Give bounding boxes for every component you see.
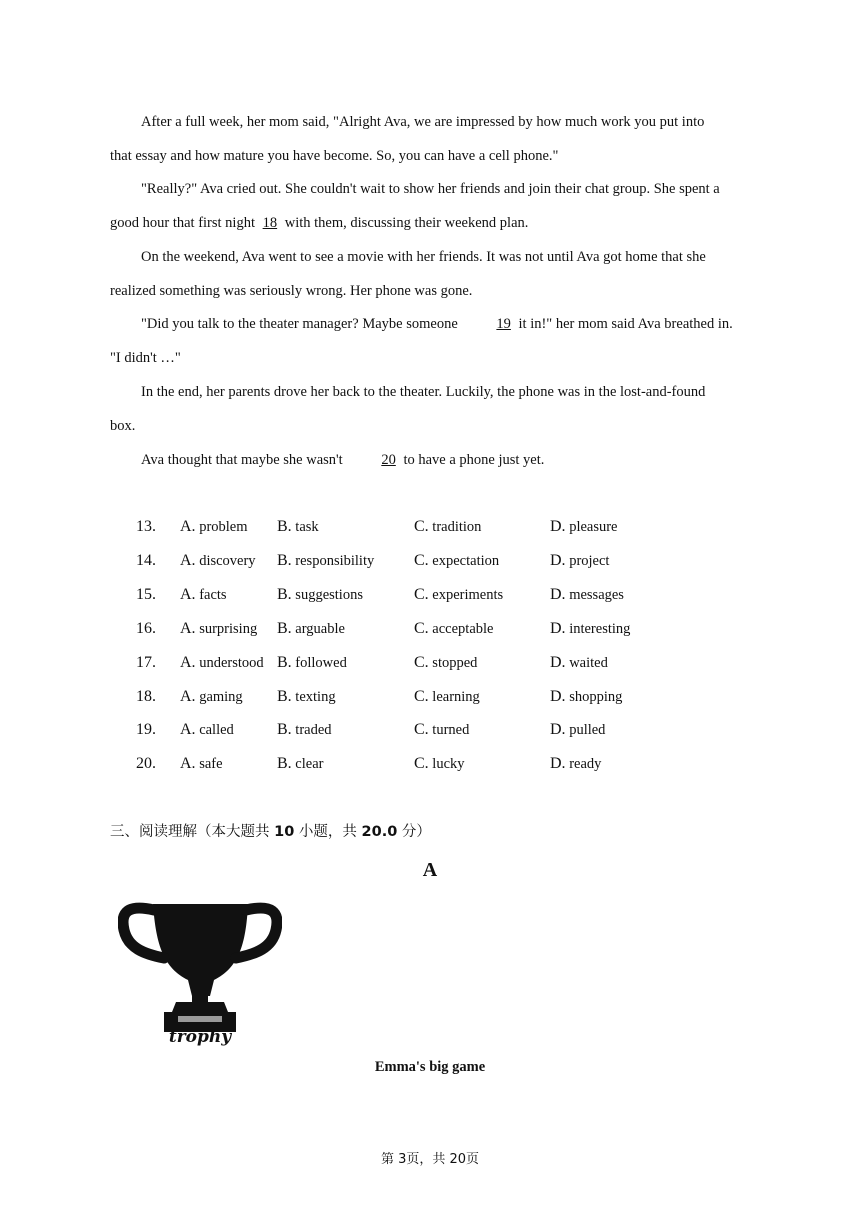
option-d: D. shopping <box>550 688 623 705</box>
paragraph-3-cont <box>110 274 750 308</box>
trophy-caption: trophy <box>168 1027 232 1046</box>
paragraph-2-text: good hour that first night <box>110 215 259 231</box>
paragraph-3-line-2: realized something was seriously wrong. Her phone was gone. <box>110 283 473 299</box>
paragraph-4-text: "Did you talk to the theater manager? Maybe someone <box>141 316 462 332</box>
option-a: A. called <box>180 721 234 738</box>
option-d: D. project <box>550 552 610 569</box>
paragraph-1 <box>110 105 750 139</box>
option-c: C. experiments <box>414 586 504 603</box>
paragraph-5-cont <box>110 409 750 443</box>
option-b: B. responsibility <box>277 552 375 569</box>
option-c: C. acceptable <box>414 620 494 637</box>
question-number: 14. <box>136 552 156 569</box>
option-b: B. task <box>277 518 319 535</box>
blank-20: 20 <box>381 452 396 468</box>
paragraph-3-line-1: On the weekend, Ava went to see a movie with her friends. It was not until Ava got home that she <box>141 249 706 265</box>
question-number: 18. <box>136 688 156 705</box>
option-a: A. facts <box>180 586 227 603</box>
option-c: C. lucky <box>414 755 465 772</box>
option-a: A. problem <box>180 518 248 535</box>
option-c: C. turned <box>414 721 470 738</box>
paragraph-2 <box>110 172 750 206</box>
paragraph-1-line-1: After a full week, her mom said, "Alright Ava, we are impressed by how much work you put into <box>141 114 705 130</box>
paragraph-6-text: Ava thought that maybe she wasn't <box>141 452 347 468</box>
option-b: B. arguable <box>277 620 345 637</box>
paragraph-5-line-1: In the end, her parents drove her back to the theater. Luckily, the phone was in the lost-and-found <box>141 384 706 400</box>
option-d: D. pleasure <box>550 518 618 535</box>
page-footer: 第 3页，共 20页 <box>380 1152 480 1167</box>
option-a: A. safe <box>180 755 223 772</box>
option-b: B. clear <box>277 755 324 772</box>
paragraph-4-line-2: "I didn't …" <box>110 350 181 366</box>
section-heading: 三、阅读理解（本大题共 10 小题，共 20.0 分） <box>110 824 431 840</box>
option-b: B. traded <box>277 721 332 738</box>
option-b: B. texting <box>277 688 336 705</box>
question-number: 19. <box>136 721 156 738</box>
trophy-icon <box>118 896 282 1046</box>
option-a: A. surprising <box>180 620 258 637</box>
question-number: 17. <box>136 654 156 671</box>
paragraph-4 <box>110 307 750 341</box>
blank-19: 19 <box>496 316 511 332</box>
question-number: 13. <box>136 518 156 535</box>
option-c: C. stopped <box>414 654 478 671</box>
question-number: 16. <box>136 620 156 637</box>
paragraph-2-line-1: "Really?" Ava cried out. She couldn't wait to show her friends and join their chat group. She spent a <box>141 181 720 197</box>
paragraph-2-text-end: with them, discussing their weekend plan. <box>281 215 529 231</box>
blank-18: 18 <box>262 215 278 231</box>
option-d: D. interesting <box>550 620 631 637</box>
option-c: C. expectation <box>414 552 500 569</box>
option-b: B. suggestions <box>277 586 363 603</box>
question-number: 15. <box>136 586 156 603</box>
option-d: D. ready <box>550 755 602 772</box>
paragraph-2-cont <box>110 206 750 240</box>
paragraph-3 <box>110 240 750 274</box>
question-number: 20. <box>136 755 156 772</box>
option-a: A. discovery <box>180 552 256 569</box>
paragraph-1-cont <box>110 139 750 173</box>
paragraph-4-text-end: it in!" her mom said Ava breathed in. <box>514 316 733 332</box>
paragraph-6-text-end: to have a phone just yet. <box>399 452 545 468</box>
option-c: C. learning <box>414 688 480 705</box>
paragraph-5 <box>110 375 750 409</box>
part-label: A <box>422 859 438 881</box>
option-d: D. waited <box>550 654 608 671</box>
paragraph-6 <box>110 443 750 477</box>
article-title: Emma's big game <box>374 1059 486 1075</box>
paragraph-5-line-2: box. <box>110 418 136 434</box>
option-a: A. understood <box>180 654 264 671</box>
option-d: D. pulled <box>550 721 606 738</box>
option-b: B. followed <box>277 654 347 671</box>
option-d: D. messages <box>550 586 624 603</box>
option-c: C. tradition <box>414 518 482 535</box>
option-a: A. gaming <box>180 688 243 705</box>
paragraph-4-cont <box>110 341 750 375</box>
paragraph-1-line-2: that essay and how mature you have become. So, you can have a cell phone." <box>110 148 559 164</box>
